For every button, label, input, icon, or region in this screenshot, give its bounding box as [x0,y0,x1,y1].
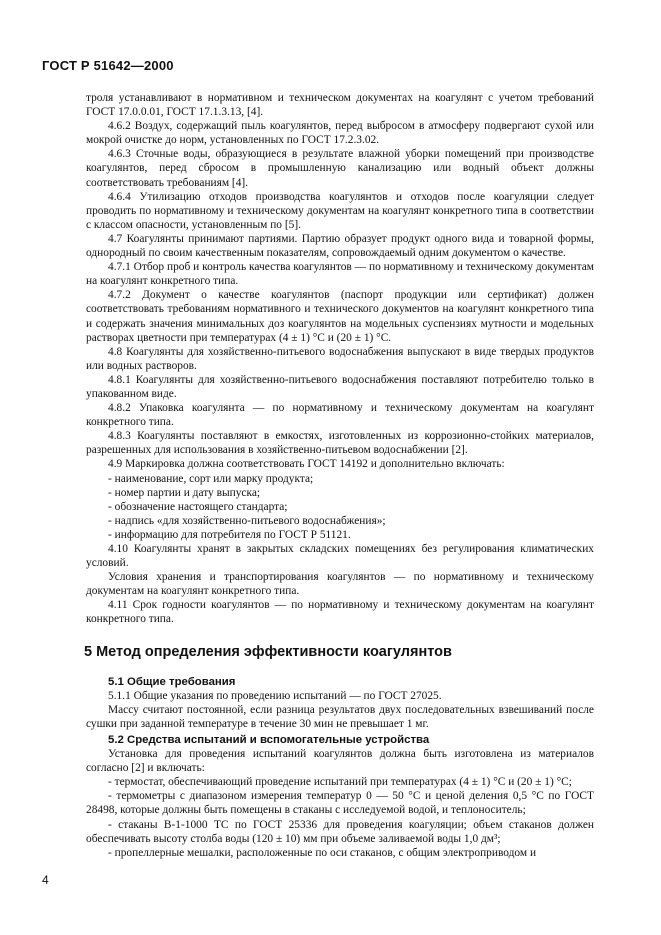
paragraph-4-8-1: 4.8.1 Коагулянты для хозяйственно-питьевого водоснабжения поставляют потребителю только в упакованном виде. [86,373,594,400]
subsection-5-2-heading: 5.2 Средства испытаний и вспомогательные устройства [108,733,430,746]
marking-list-item: - надпись «для хозяйственно-питьевого водоснабжения»; [108,514,386,527]
paragraph-4-11: 4.11 Срок годности коагулянтов — по нормативному и техническому документам на коагулянт конкретного типа. [86,599,594,626]
paragraph-4-6-2: 4.6.2 Воздух, содержащий пыль коагулянтов, перед выбросом в атмосферу подвергают сухой или мокрой очистке до норм, установленных по ГОСТ 17.2.3.02. [86,120,594,147]
subsection-5-1-heading: 5.1 Общие требования [108,675,236,688]
marking-list-item: - номер партии и дату выпуска; [108,486,261,499]
section-5-heading: 5 Метод определения эффективности коагулянтов [84,643,452,660]
equipment-list-item: - пропеллерные мешалки, расположенные по оси стаканов, с общим электроприводом и [108,846,537,859]
paragraph-4-10: 4.10 Коагулянты хранят в закрытых складских помещениях без регулирования климатических условий. [86,543,594,570]
paragraph-4-8-3: 4.8.3 Коагулянты поставляют в емкостях, изготовленных из коррозионно-стойких материалов, разрешенных для использования в хозяйственно-питьевом водоснабжении [2]. [86,430,594,457]
paragraph-mass-constant: Массу считают постоянной, если разница результатов двух последовательных взвешиваний после сушки при заданной температуре в течение 30 мин не превышает 1 мг. [86,703,594,730]
document-header: ГОСТ Р 51642—2000 [42,58,174,73]
marking-list-item: - информацию для потребителя по ГОСТ Р 51121. [108,528,351,541]
marking-list-item: - обозначение настоящего стандарта; [108,500,288,513]
paragraph-5-1-1: 5.1.1 Общие указания по проведению испытаний — по ГОСТ 27025. [108,689,442,702]
equipment-list-item: - термостат, обеспечивающий проведение испытаний при температурах (4 ± 1) °С и (20 ± 1) °С; [108,776,572,789]
paragraph-4-8-2: 4.8.2 Упаковка коагулянта — по нормативному и техническому документам на коагулянт конкретного типа. [86,402,594,429]
paragraph-4-8: 4.8 Коагулянты для хозяйственно-питьевого водоснабжения выпускают в виде твердых продуктов или водных растворов. [86,345,594,372]
paragraph-storage-conditions: Условия хранения и транспортирования коагулянтов — по нормативному и техническому документам на коагулянт конкретного типа. [86,571,594,598]
paragraph-5-2-intro: Установка для проведения испытаний коагулянтов должна быть изготовлена из материалов согласно [2] и включать: [86,748,594,775]
paragraph-4-7-1: 4.7.1 Отбор проб и контроль качества коагулянтов — по нормативному и техническому документам на коагулянт конкретного типа. [86,261,594,288]
marking-list-item: - наименование, сорт или марку продукта; [108,472,314,485]
paragraph-4-6-4: 4.6.4 Утилизацию отходов производства коагулянтов и отходов после коагуляции следует проводить по нормативному и техническому документам на коагулянт конкретного типа в соответствии с классом опасности, установленным по [5]. [86,190,594,231]
paragraph-4-7-2: 4.7.2 Документ о качестве коагулянтов (паспорт продукции или сертификат) должен соответствовать требованиям нормативного и технического документов на коагулянт конкретного типа и содержать значения минимальных доз коагулянтов на модельных суспензиях мутности и модельных растворах цветности при температурах (4 ± 1) °С и (20 ± 1) °С. [86,289,594,344]
paragraph-4-9: 4.9 Маркировка должна соответствовать ГОСТ 14192 и дополнительно включать: [108,458,505,471]
paragraph-4-7: 4.7 Коагулянты принимают партиями. Партию образует продукт одного вида и товарной формы, однородный по своим качественным показателям, сопровождаемый одним документом о качестве. [86,232,594,260]
page-number: 4 [42,873,49,887]
paragraph-4-6-3: 4.6.3 Сточные воды, образующиеся в результате влажной уборки помещений при производстве коагулянтов, перед сбросом в промышленную канализацию или водный объект должны соответствовать требованиям [4]. [86,148,594,189]
page-content [86,91,594,860]
equipment-list-item: - стаканы В-1-1000 ТС по ГОСТ 25336 для проведения коагуляции; объем стаканов должен обеспечивать высоту столба воды (120 ± 10) мм при объеме заливаемой воды 1,0 дм³; [86,818,594,845]
equipment-list-item: - термометры с диапазоном измерения температур 0 — 50 °С и ценой деления 0,5 °С по ГОСТ 28498, которые должны быть помещены в стаканы с исследуемой водой, и теплоноситель; [86,790,594,817]
paragraph-continuation: троля устанавливают в нормативном и техническом документах на коагулянт с учетом требований ГОСТ 17.0.0.01, ГОСТ 17.1.3.13, [4]. [86,92,594,119]
